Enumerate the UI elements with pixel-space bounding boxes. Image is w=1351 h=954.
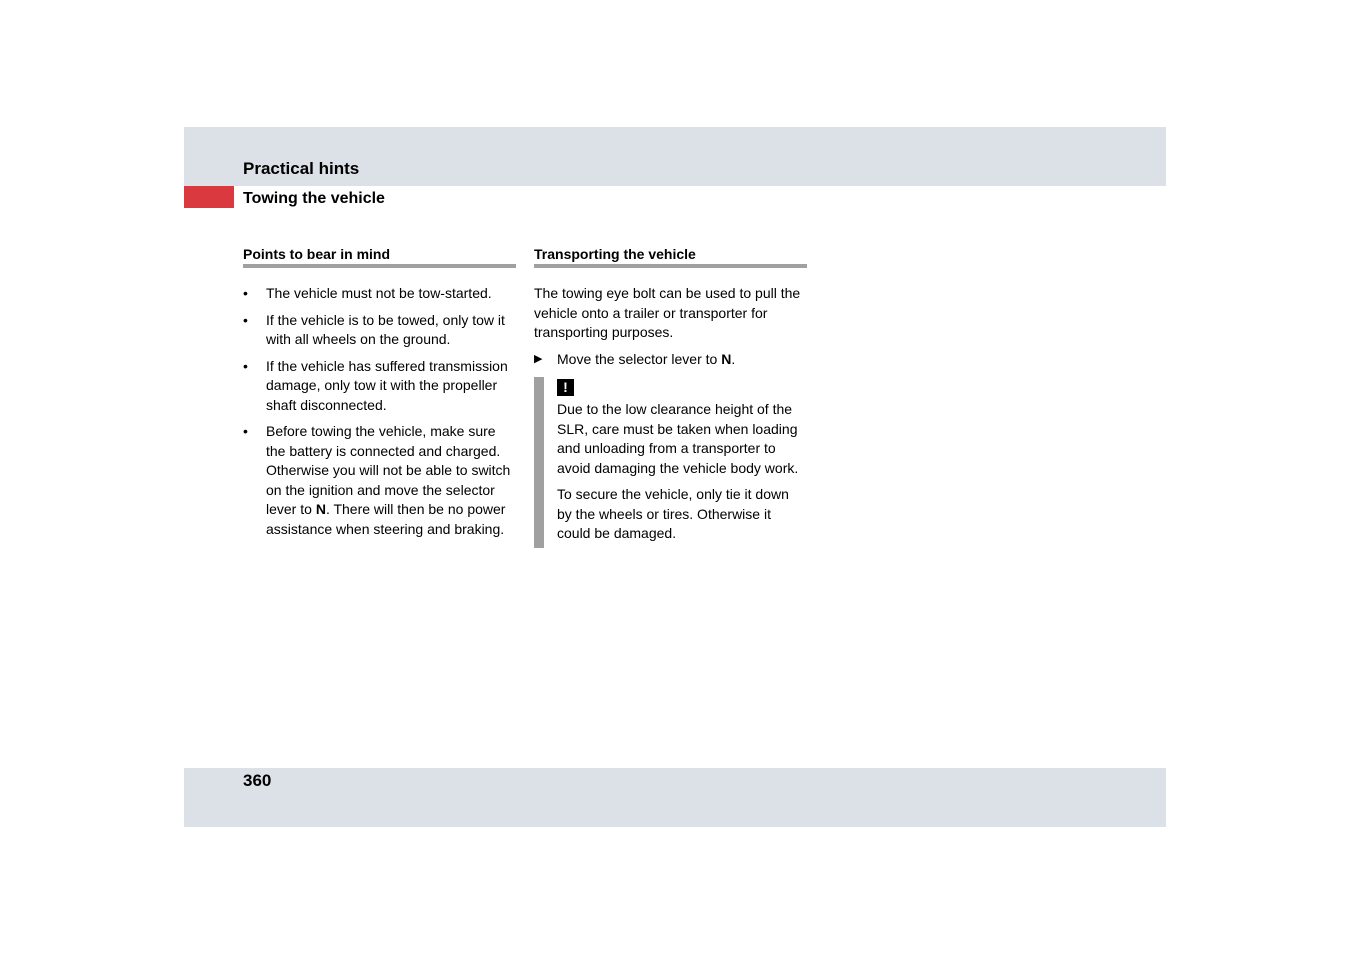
warning-paragraph: To secure the vehicle, only tie it down by the wheels or tires. Otherwise it could be damaged. (557, 486, 789, 541)
bullet-icon: • (243, 357, 248, 374)
list-item (243, 284, 516, 304)
warning-paragraph: Due to the low clearance height of the SLR, care must be taken when loading and unloading from a transporter to avoid damaging the vehicle body work. (557, 401, 799, 476)
footer-band (184, 768, 1166, 827)
left-column (243, 246, 516, 546)
list-item (243, 311, 516, 350)
list-item-text-start: Before towing the vehicle, make sure the battery is connected and charged. Otherwise you will not be able to switch on the ignition and move the selector lever to (266, 423, 511, 517)
bullet-icon: • (243, 285, 248, 301)
warning-side-bar (534, 377, 544, 548)
list-item-text (266, 423, 510, 537)
step-text-end: . (731, 350, 736, 367)
right-column-heading: Transporting the vehicle (534, 246, 807, 268)
exclamation-icon: ! (557, 379, 574, 396)
instruction-step (534, 350, 807, 370)
page-title: Towing the vehicle (243, 190, 385, 207)
gear-position-n: N (315, 501, 326, 517)
bullet-icon: • (243, 311, 248, 328)
gear-position-n: N (721, 350, 732, 367)
arrow-right-icon: ▶ (534, 352, 543, 365)
list-item-text: The vehicle must not be tow-started. (266, 285, 492, 301)
step-text-start: Move the selector lever to (557, 350, 722, 367)
bullet-icon: • (243, 423, 248, 439)
list-item-text-end: . There will then be no power assistance when steering and braking. (266, 501, 506, 537)
list-item-text: If the vehicle is to be towed, only tow it with all wheels on the ground. (266, 311, 505, 347)
section-marker-tab (184, 186, 234, 208)
list-item (243, 422, 516, 539)
section-title: Practical hints (243, 159, 360, 178)
list-item (243, 357, 516, 416)
bullet-list (243, 284, 516, 539)
page-number: 360 (243, 771, 272, 790)
list-item-text: If the vehicle has suffered transmission damage, only tow it with the propeller shaft disconnected. (266, 357, 508, 413)
left-column-heading: Points to bear in mind (243, 246, 516, 268)
right-column (534, 246, 807, 548)
intro-paragraph: The towing eye bolt can be used to pull the vehicle onto a trailer or transporter for transporting purposes. (534, 285, 801, 340)
warning-box (534, 377, 807, 548)
